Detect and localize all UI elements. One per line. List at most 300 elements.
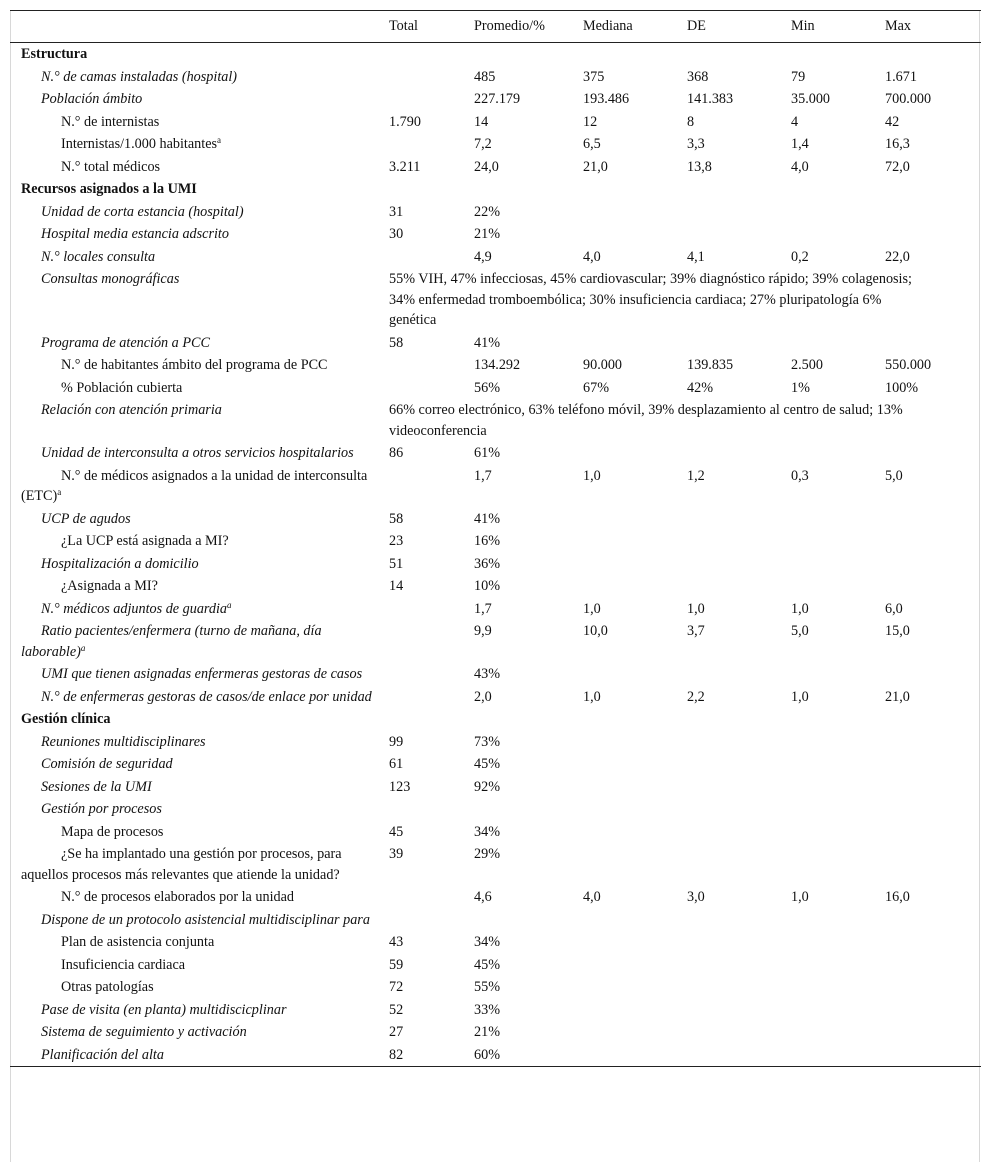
cell-total: 58: [389, 510, 404, 527]
cell-sd: [687, 954, 791, 977]
cell-median: [583, 332, 687, 355]
cell-total: 86: [389, 445, 404, 461]
cell-median: [583, 530, 687, 553]
cell-max: 16,0: [885, 889, 910, 905]
cell-min: [791, 976, 885, 999]
cell-total: 3.211: [389, 158, 421, 175]
cell-mean: 21%: [474, 1024, 501, 1040]
cell-min: [791, 508, 885, 531]
cell-max: [885, 753, 981, 776]
header-mean: Promedio/%: [474, 11, 583, 43]
row-label: [10, 753, 389, 776]
cell-max: 1.671: [885, 68, 917, 85]
cell-sd: 2,2: [687, 688, 705, 705]
cell-sd: [687, 1044, 791, 1067]
cell-max: [885, 201, 981, 224]
row-label: [10, 909, 474, 932]
cell-max: [885, 909, 981, 932]
cell-min: [791, 931, 885, 954]
cell-median: 6,5: [583, 136, 601, 152]
header-min: Min: [791, 11, 885, 43]
row-label: [10, 954, 389, 977]
cell-min: 2.500: [791, 357, 823, 373]
cell-median: [583, 753, 687, 776]
cell-total: 45: [389, 823, 404, 840]
cell-sd: [687, 798, 791, 821]
table-row: [10, 663, 981, 686]
cell-total: [389, 133, 474, 156]
cell-max: [885, 332, 981, 355]
cell-total: [389, 88, 474, 111]
table-row: [10, 133, 981, 156]
table-row: [10, 442, 981, 465]
row-label-text: N.° total médicos: [61, 158, 161, 175]
table-body: [10, 43, 981, 1067]
cell-max: [885, 999, 981, 1022]
footnote-marker: a: [217, 135, 222, 145]
row-label: [10, 246, 389, 269]
cell-total: 59: [389, 956, 404, 973]
cell-sd: [687, 530, 791, 553]
cell-max: [885, 1044, 981, 1067]
cell-min: [791, 223, 885, 246]
cell-total: 72: [389, 979, 404, 995]
footnote-marker: a: [80, 642, 86, 653]
cell-mean: 1,7: [474, 600, 492, 617]
cell-min: [791, 776, 885, 799]
cell-total: [389, 246, 474, 269]
row-label: [10, 731, 389, 754]
row-label-text: N.° médicos adjuntos de guardia: [41, 600, 228, 617]
row-label: [10, 268, 389, 332]
row-label-text: Ratio pacientes/enfermera (turno de mañana, día laborable): [21, 623, 322, 660]
cell-min: 1,0: [791, 889, 809, 905]
footnote-marker: a: [57, 487, 62, 497]
cell-sd: 13,8: [687, 158, 712, 175]
cell-median: [583, 1021, 687, 1044]
row-label-text: Reuniones multidisciplinares: [41, 733, 206, 750]
cell-total: 52: [389, 1001, 404, 1018]
cell-min: 4: [791, 113, 799, 130]
cell-mean: 60%: [474, 1044, 583, 1067]
cell-median: [583, 931, 687, 954]
cell-max: 72,0: [885, 158, 910, 175]
row-label: [10, 663, 389, 686]
cell-mean: 227.179: [474, 91, 521, 107]
cell-max: 16,3: [885, 136, 910, 152]
cell-mean: 55%: [474, 979, 501, 995]
row-label-text: N.° de habitantes ámbito del programa de PCC: [61, 357, 328, 373]
cell-sd: [687, 201, 791, 224]
cell-mean: 1,7: [474, 467, 492, 484]
cell-mean: 92%: [474, 778, 501, 795]
cell-min: 5,0: [791, 623, 809, 639]
cell-total: [389, 66, 474, 89]
row-label-text: Dispone de un protocolo asistencial multidisciplinar para: [41, 911, 370, 928]
cell-max: [885, 976, 981, 999]
table-row: [10, 201, 981, 224]
cell-total: 123: [389, 778, 411, 795]
cell-min: [791, 1021, 885, 1044]
row-label-text: % Población cubierta: [61, 379, 183, 396]
cell-sd: [687, 731, 791, 754]
cell-mean: 73%: [474, 733, 501, 750]
table-row: [10, 821, 981, 844]
cell-total: 58: [389, 334, 404, 351]
cell-median: 67%: [583, 379, 610, 396]
table-row: [10, 686, 981, 709]
cell-total: [389, 354, 474, 377]
cell-total: [389, 886, 474, 909]
row-label-text: N.° de procesos elaborados por la unidad: [61, 889, 294, 905]
cell-total: 23: [389, 533, 404, 549]
cell-min: 0,2: [791, 248, 809, 265]
row-label: [10, 354, 389, 377]
row-label: [10, 1021, 389, 1044]
cell-max: [885, 508, 981, 531]
table-row: [10, 268, 981, 332]
cell-max: 100%: [885, 379, 919, 396]
row-label-text: Otras patologías: [61, 979, 154, 995]
cell-max: [885, 776, 981, 799]
cell-median: [583, 1044, 687, 1067]
table-row: [10, 575, 981, 598]
row-label: [10, 620, 389, 663]
cell-sd: [687, 553, 791, 576]
table-row: [10, 954, 981, 977]
cell-min: 1%: [791, 379, 810, 396]
row-label: [10, 686, 389, 709]
table-row: [10, 1044, 981, 1067]
cell-total: [389, 598, 474, 621]
cell-summary: 66% correo electrónico, 63% teléfono móvil, 39% desplazamiento al centro de salud; 13% videoconferencia: [389, 402, 903, 439]
cell-max: [885, 798, 981, 821]
cell-mean: 34%: [474, 934, 501, 950]
cell-min: 79: [791, 68, 806, 85]
cell-mean: 10%: [474, 578, 501, 594]
table-row: [10, 620, 981, 663]
cell-median: [583, 776, 687, 799]
cell-mean: 61%: [474, 445, 501, 461]
cell-max: [885, 530, 981, 553]
section-row: [10, 43, 981, 66]
cell-sd: [687, 931, 791, 954]
row-label-text: ¿Se ha implantado una gestión por procesos, para aquellos procesos más relevantes que atiende la unidad?: [21, 846, 342, 883]
row-label: [10, 776, 389, 799]
cell-median: 4,0: [583, 248, 601, 265]
row-label: [10, 377, 389, 400]
cell-median: 10,0: [583, 623, 608, 639]
section-row: [10, 178, 981, 201]
cell-median: 21,0: [583, 158, 608, 175]
cell-sd: [687, 821, 791, 844]
cell-mean: [474, 909, 583, 932]
cell-sd: 368: [687, 68, 709, 85]
cell-sd: [687, 442, 791, 465]
row-label: [10, 976, 389, 999]
row-label-text: ¿La UCP está asignada a MI?: [61, 533, 229, 549]
table-row: [10, 931, 981, 954]
table-row: [10, 223, 981, 246]
table-row: [10, 530, 981, 553]
cell-total: 27: [389, 1024, 404, 1040]
cell-median: 12: [583, 113, 598, 130]
cell-sd: [687, 508, 791, 531]
cell-min: [791, 843, 885, 886]
cell-total: 39: [389, 846, 404, 862]
cell-median: [583, 575, 687, 598]
cell-min: 1,0: [791, 688, 809, 705]
row-label: [10, 332, 389, 355]
row-label-text: Hospitalización a domicilio: [41, 555, 199, 572]
row-label: [10, 442, 389, 465]
cell-max: [885, 954, 981, 977]
table-row: [10, 776, 981, 799]
row-label-text: N.° de internistas: [61, 113, 160, 130]
row-label: [10, 66, 389, 89]
row-label-text: Sesiones de la UMI: [41, 778, 152, 795]
cell-total: 14: [389, 578, 404, 594]
table-row: [10, 66, 981, 89]
cell-min: [791, 201, 885, 224]
row-label-text: Gestión por procesos: [41, 801, 162, 817]
header-total: Total: [389, 11, 474, 43]
cell-median: [583, 223, 687, 246]
cell-median: 90.000: [583, 357, 623, 373]
row-label-text: Población ámbito: [41, 91, 143, 107]
cell-max: [885, 731, 981, 754]
row-label-text: Unidad de interconsulta a otros servicios hospitalarios: [41, 445, 354, 461]
cell-min: 0,3: [791, 467, 809, 484]
cell-sd: [687, 909, 791, 932]
table-row: [10, 999, 981, 1022]
table-row: [10, 399, 981, 442]
cell-min: 4,0: [791, 158, 809, 175]
row-label-text: Consultas monográficas: [41, 271, 180, 287]
cell-sd: 3,0: [687, 889, 705, 905]
cell-mean: 43%: [474, 666, 501, 682]
cell-mean: 24,0: [474, 158, 499, 175]
cell-mean: 485: [474, 68, 496, 85]
cell-sd: 42%: [687, 379, 714, 396]
cell-median: [583, 201, 687, 224]
cell-total: [389, 377, 474, 400]
table-row: [10, 111, 981, 134]
cell-mean: 36%: [474, 555, 501, 572]
row-label: [10, 598, 389, 621]
cell-total: 31: [389, 203, 404, 220]
row-label-text: N.° de camas instaladas (hospital): [41, 68, 238, 85]
cell-max: [885, 575, 981, 598]
cell-mean: 4,9: [474, 248, 492, 265]
data-table: [10, 10, 981, 1067]
cell-median: [583, 909, 687, 932]
table-row: [10, 598, 981, 621]
cell-median: [583, 843, 687, 886]
cell-sd: 141.383: [687, 91, 734, 107]
cell-mean: [474, 798, 583, 821]
cell-mean: 45%: [474, 956, 501, 973]
cell-mean: 45%: [474, 756, 501, 772]
header-max: Max: [885, 11, 981, 43]
cell-sd: [687, 843, 791, 886]
cell-total: [389, 798, 474, 821]
cell-median: [583, 999, 687, 1022]
row-label-text: Planificación del alta: [41, 1046, 164, 1063]
table-header: [10, 11, 981, 43]
cell-mean: 56%: [474, 379, 501, 396]
cell-min: [791, 575, 885, 598]
row-label: [10, 88, 389, 111]
cell-min: [791, 999, 885, 1022]
row-label-text: N.° locales consulta: [41, 248, 156, 265]
row-label: [10, 1044, 389, 1067]
table-row: [10, 332, 981, 355]
cell-sd: [687, 776, 791, 799]
row-label-text: Internistas/1.000 habitantes: [61, 136, 218, 152]
cell-mean: 9,9: [474, 623, 492, 639]
table-row: [10, 553, 981, 576]
header-label: [10, 11, 389, 43]
cell-min: [791, 909, 885, 932]
cell-total: [389, 465, 474, 508]
cell-mean: 29%: [474, 846, 501, 862]
table-row: [10, 377, 981, 400]
cell-sd: [687, 999, 791, 1022]
row-label: [10, 530, 389, 553]
cell-max: 700.000: [885, 91, 932, 107]
row-label: [10, 575, 389, 598]
row-label: [10, 201, 389, 224]
cell-total: [389, 686, 474, 709]
table-row: [10, 246, 981, 269]
cell-max: [885, 663, 981, 686]
row-label-text: Mapa de procesos: [61, 823, 164, 840]
table-row: [10, 909, 981, 932]
cell-min: 1,4: [791, 136, 809, 152]
table-row: [10, 88, 981, 111]
cell-mean: 34%: [474, 823, 501, 840]
cell-min: [791, 1044, 885, 1067]
cell-mean: 41%: [474, 334, 501, 351]
table-row: [10, 508, 981, 531]
cell-median: [583, 553, 687, 576]
cell-mean: 7,2: [474, 136, 492, 152]
table-row: [10, 976, 981, 999]
cell-min: 35.000: [791, 91, 831, 107]
row-label: [10, 465, 389, 508]
cell-max: [885, 553, 981, 576]
cell-sd: [687, 575, 791, 598]
row-label-text: UMI que tienen asignadas enfermeras gestoras de casos: [41, 666, 363, 682]
cell-total: 30: [389, 226, 404, 242]
cell-sd: [687, 976, 791, 999]
cell-median: 1,0: [583, 467, 601, 484]
cell-min: [791, 731, 885, 754]
table-row: [10, 465, 981, 508]
row-label-text: Programa de atención a PCC: [41, 334, 210, 351]
cell-sd: 1,0: [687, 600, 705, 617]
row-label: [10, 399, 389, 442]
cell-min: [791, 442, 885, 465]
row-label-text: ¿Asignada a MI?: [61, 578, 158, 594]
row-label-text: Unidad de corta estancia (hospital): [41, 203, 244, 220]
cell-mean: 4,6: [474, 889, 492, 905]
cell-mean: 21%: [474, 226, 501, 242]
cell-max: [885, 843, 981, 886]
cell-mean: 2,0: [474, 688, 492, 705]
table-row: [10, 1021, 981, 1044]
cell-median: 375: [583, 68, 605, 85]
cell-mean: 22%: [474, 203, 501, 220]
row-label: [10, 843, 389, 886]
section-title: Estructura: [21, 46, 88, 62]
cell-median: [583, 442, 687, 465]
cell-median: [583, 976, 687, 999]
table-row: [10, 354, 981, 377]
cell-median: [583, 798, 687, 821]
header-sd: DE: [687, 11, 791, 43]
row-label-text: Relación con atención primaria: [41, 402, 222, 418]
cell-max: [885, 223, 981, 246]
cell-sd: [687, 753, 791, 776]
cell-max: 22,0: [885, 248, 910, 265]
cell-sd: [687, 223, 791, 246]
cell-sd: [687, 663, 791, 686]
cell-sd: [687, 1021, 791, 1044]
row-label-text: UCP de agudos: [41, 510, 131, 527]
row-label-text: N.° de médicos asignados a la unidad de interconsulta (ETC): [21, 467, 368, 504]
row-label: [10, 508, 389, 531]
section-title: Recursos asignados a la UMI: [21, 181, 197, 197]
cell-min: [791, 753, 885, 776]
cell-sd: 3,3: [687, 136, 705, 152]
row-label: [10, 156, 389, 179]
cell-max: 550.000: [885, 357, 932, 373]
cell-summary: 55% VIH, 47% infecciosas, 45% cardiovascular; 39% diagnóstico rápido; 39% colagenosis; 34% enfermedad tromboembólica; 30% insuficiencia cardiaca; 27% pluripatología 6% genética: [389, 271, 912, 328]
cell-total: 99: [389, 733, 404, 750]
cell-median: [583, 821, 687, 844]
row-label: [10, 553, 389, 576]
cell-min: [791, 954, 885, 977]
cell-median: 1,0: [583, 600, 601, 617]
row-label: [10, 931, 389, 954]
cell-median: 4,0: [583, 889, 601, 905]
row-label-text: Hospital media estancia adscrito: [41, 226, 229, 242]
section-title: Gestión clínica: [21, 711, 111, 727]
row-label: [10, 223, 389, 246]
cell-mean: 14: [474, 113, 489, 130]
cell-total: [389, 663, 474, 686]
row-label-text: Plan de asistencia conjunta: [61, 934, 215, 950]
cell-sd: [687, 332, 791, 355]
table-row: [10, 798, 981, 821]
cell-sd: 139.835: [687, 357, 734, 373]
header-median: Mediana: [583, 11, 687, 43]
row-label-text: Pase de visita (en planta) multidiscicplinar: [41, 1001, 287, 1018]
cell-mean: 33%: [474, 1001, 501, 1018]
row-label: [10, 821, 389, 844]
row-label-text: Sistema de seguimiento y activación: [41, 1024, 247, 1040]
row-label: [10, 999, 389, 1022]
row-label-text: Insuficiencia cardiaca: [61, 956, 186, 973]
cell-min: [791, 553, 885, 576]
cell-total: 61: [389, 756, 404, 772]
row-label: [10, 798, 389, 821]
cell-median: 193.486: [583, 91, 630, 107]
row-label: [10, 133, 389, 156]
cell-min: [791, 821, 885, 844]
